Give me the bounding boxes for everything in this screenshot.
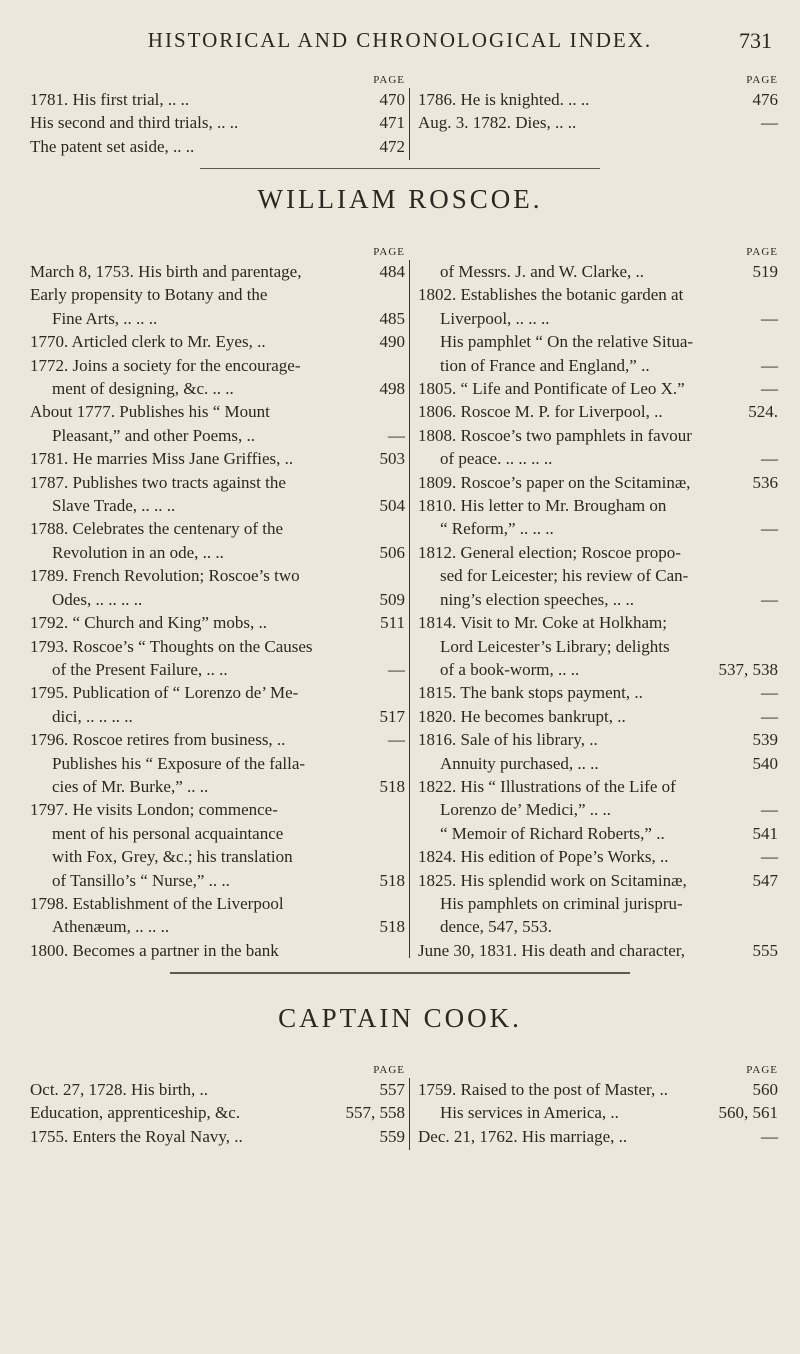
entry-page-ref: — [761,449,778,469]
entry-page-ref: 555 [752,940,778,960]
entry-text: 1795. Publication of “ Lorenzo de’ Me- [30,683,299,703]
index-entry [418,869,778,892]
entry-page-ref: 518 [379,870,405,890]
index-entry [418,517,778,540]
entry-text: His pamphlet “ On the relative Situa- [440,332,694,352]
section1-right-column [418,244,778,962]
entry-page-ref: 471 [379,113,405,133]
index-entry [418,471,778,494]
entry-text: His pamphlets on criminal jurispru- [440,893,683,913]
entry-page-ref: 541 [752,823,778,843]
index-entry [30,330,405,353]
index-entry [30,635,405,658]
entry-text: 1806. Roscoe M. P. for Liverpool, .. [418,402,663,422]
entry-page-ref: 518 [379,776,405,796]
index-entry [30,588,405,611]
page-column-label: PAGE [373,246,405,258]
entry-page-ref: 504 [379,496,405,516]
entry-text: Revolution in an ode, .. .. [52,542,224,562]
entry-text: His services in America, .. [440,1103,619,1123]
entry-text: “ Memoir of Richard Roberts,” .. [440,823,665,843]
entry-text: 1810. His letter to Mr. Brougham on [418,496,667,516]
entry-text: 1802. Establishes the botanic garden at [418,285,684,305]
entry-text: Dec. 21, 1762. His marriage, .. [418,1126,628,1146]
section2-left-column [30,1062,405,1148]
index-entry [30,681,405,704]
index-entry [30,307,405,330]
column-divider [409,88,410,160]
entry-text: 1781. His first trial, .. .. [30,90,190,109]
section-divider [170,972,630,974]
entry-text: Aug. 3. 1782. Dies, .. .. [418,113,577,133]
section0-right-column [418,72,778,135]
entry-text: sed for Leicester; his review of Can- [440,566,689,586]
running-head [0,28,800,58]
index-entry [30,798,405,821]
entry-page-ref: 519 [752,262,778,281]
index-entry [30,400,405,423]
entry-page-ref: — [388,659,405,679]
index-entry [418,1078,778,1101]
entry-text: of peace. .. .. .. .. [440,449,553,469]
index-entry [418,892,778,915]
index-entry [418,798,778,821]
entry-page-ref: 560 [752,1080,778,1099]
entry-page-ref: 517 [379,706,405,726]
index-entry [418,541,778,564]
entry-text: Education, apprenticeship, &c. [30,1103,241,1123]
entry-text: of a book-worm, .. .. [440,659,580,679]
index-entry [30,354,405,377]
entry-text: Publishes his “ Exposure of the falla- [52,753,306,773]
entry-text: Odes, .. .. .. .. [52,589,143,609]
entry-text: ment of his personal acquaintance [52,823,284,843]
entry-page-ref: — [761,706,778,726]
index-entry [418,775,778,798]
index-entry [30,494,405,517]
index-entry [418,635,778,658]
entry-text: 1792. “ Church and King” mobs, .. [30,613,268,633]
entry-page-ref: 490 [379,332,405,352]
entry-page-ref: — [761,847,778,867]
entry-text: tion of France and England,” .. [440,355,650,375]
entry-page-ref: — [761,800,778,820]
entry-text: 1788. Celebrates the centenary of the [30,519,284,539]
entry-text: 1808. Roscoe’s two pamphlets in favour [418,425,692,445]
entry-text: 1816. Sale of his library, .. [418,730,598,750]
index-entry [418,728,778,751]
index-entry [30,424,405,447]
entry-text: ment of designing, &c. .. .. [52,379,234,399]
index-entry [30,517,405,540]
entry-text: cies of Mr. Burke,” .. .. [52,776,209,796]
entry-text: The patent set aside, .. .. [30,136,195,156]
index-entry [418,681,778,704]
index-entry [418,564,778,587]
entry-text: 1759. Raised to the post of Master, .. [418,1080,669,1099]
entry-text: of the Present Failure, .. .. [52,659,228,679]
entry-text: “ Reform,” .. .. .. [440,519,554,539]
section0-left-column [30,72,405,158]
section2-right-column [418,1062,778,1148]
entry-page-ref: 503 [379,449,405,469]
entry-text: Slave Trade, .. .. .. [52,496,176,516]
entry-page-ref: 472 [379,136,405,156]
entry-text: 1812. General election; Roscoe propo- [418,542,681,562]
entry-text: Pleasant,” and other Poems, .. [52,425,256,445]
index-entry [418,588,778,611]
page-number: 731 [739,28,772,53]
entry-text: 1793. Roscoe’s “ Thoughts on the Causes [30,636,313,656]
entry-page-ref: — [388,425,405,445]
page-column-label: PAGE [373,1064,405,1076]
index-entry [30,471,405,494]
entry-page-ref: 511 [380,613,405,633]
index-entry [30,752,405,775]
index-entry [30,915,405,938]
index-entry [30,111,405,134]
index-entry [418,1101,778,1124]
entry-text: 1798. Establishment of the Liverpool [30,893,284,913]
index-entry [418,307,778,330]
entry-page-ref: 476 [752,90,778,109]
index-entry [418,658,778,681]
index-entry [418,822,778,845]
entry-page-ref: 518 [379,917,405,937]
entry-text: dence, 547, 553. [440,917,552,937]
index-entry [418,354,778,377]
entry-text: dici, .. .. .. .. [52,706,133,726]
entry-page-ref: 485 [379,308,405,328]
entry-text: His second and third trials, .. .. [30,113,239,133]
entry-text: of Tansillo’s “ Nurse,” .. .. [52,870,230,890]
entry-page-ref: 536 [752,472,778,492]
entry-text: 1789. French Revolution; Roscoe’s two [30,566,300,586]
column-divider [409,260,410,958]
entry-text: Early propensity to Botany and the [30,285,268,305]
index-entry [30,822,405,845]
entry-text: 1772. Joins a society for the encourage- [30,355,301,375]
entry-text: 1770. Articled clerk to Mr. Eyes, .. [30,332,266,352]
index-entry [30,283,405,306]
index-entry [418,494,778,517]
column-divider [409,1078,410,1150]
index-entry [418,260,778,283]
entry-page-ref: — [761,379,778,399]
index-entry [418,752,778,775]
entry-text: Lord Leicester’s Library; delights [440,636,670,656]
entry-text: 1796. Roscoe retires from business, .. [30,730,286,750]
index-entry [418,705,778,728]
entry-text: 1781. He marries Miss Jane Griffies, .. [30,449,294,469]
entry-text: 1755. Enters the Royal Navy, .. [30,1126,243,1146]
index-entry [30,541,405,564]
entry-text: Lorenzo de’ Medici,” .. .. [440,800,612,820]
entry-page-ref: 539 [752,730,778,750]
entry-page-ref: 524. [748,402,778,422]
entry-text: 1815. The bank stops payment, .. [418,683,643,703]
section-title-william-roscoe: WILLIAM ROSCOE. [257,184,543,214]
entry-page-ref: — [388,730,405,750]
index-entry [30,88,405,111]
section1-left-column [30,244,405,962]
entry-text: 1800. Becomes a partner in the bank [30,940,279,960]
entry-page-ref: 498 [379,379,405,399]
entry-text: About 1777. Publishes his “ Mount [30,402,270,422]
index-entry [30,705,405,728]
index-entry [30,377,405,400]
entry-text: Oct. 27, 1728. His birth, .. [30,1080,209,1099]
entry-text: 1805. “ Life and Pontificate of Leo X.” [418,379,685,399]
entry-page-ref: 547 [752,870,778,890]
index-title: HISTORICAL AND CHRONOLOGICAL INDEX. [147,28,653,52]
entry-page-ref: 537, 538 [718,659,778,679]
entry-text: Annuity purchased, .. .. [440,753,599,773]
index-entry [418,845,778,868]
entry-page-ref: 506 [379,542,405,562]
index-entry [30,564,405,587]
index-entry [30,447,405,470]
entry-text: 1787. Publishes two tracts against the [30,472,286,492]
entry-text: of Messrs. J. and W. Clarke, .. [440,262,644,281]
entry-text: March 8, 1753. His birth and parentage, [30,262,302,281]
entry-text: 1786. He is knighted. .. .. [418,90,590,109]
entry-text: with Fox, Grey, &c.; his translation [52,847,293,867]
entry-text: 1797. He visits London; commence- [30,800,278,820]
entry-text: 1809. Roscoe’s paper on the Scitaminæ, [418,472,691,492]
entry-page-ref: 559 [379,1126,405,1146]
entry-page-ref: 484 [379,262,405,281]
index-entry [30,869,405,892]
index-entry [30,1078,405,1101]
entry-text: Athenæum, .. .. .. [52,917,170,937]
entry-page-ref: — [761,308,778,328]
entry-text: Fine Arts, .. .. .. [52,308,158,328]
page-column-label: PAGE [746,1064,778,1076]
index-entry [418,915,778,938]
index-entry [30,1101,405,1124]
index-entry [418,939,778,962]
index-entry [418,283,778,306]
entry-page-ref: 470 [379,90,405,109]
index-entry [418,377,778,400]
index-entry [418,1125,778,1148]
page-column-label: PAGE [746,246,778,258]
entry-text: Liverpool, .. .. .. [440,308,550,328]
index-entry [30,611,405,634]
index-entry [30,845,405,868]
section-title-captain-cook: CAPTAIN COOK. [278,1003,522,1033]
entry-page-ref: — [761,589,778,609]
index-entry [30,728,405,751]
index-entry [418,611,778,634]
entry-page-ref: 509 [379,589,405,609]
page-column-label: PAGE [746,74,778,86]
entry-text: 1825. His splendid work on Scitaminæ, [418,870,687,890]
entry-text: 1822. His “ Illustrations of the Life of [418,776,676,796]
index-entry [30,658,405,681]
section-divider [200,168,600,169]
index-entry [418,400,778,423]
index-entry [30,260,405,283]
entry-page-ref: 540 [752,753,778,773]
index-entry [418,424,778,447]
entry-text: 1820. He becomes bankrupt, .. [418,706,626,726]
entry-text: 1824. His edition of Pope’s Works, .. [418,847,669,867]
index-entry [418,88,778,111]
index-entry [418,330,778,353]
entry-text: June 30, 1831. His death and character, [418,940,685,960]
index-entry [30,135,405,158]
index-entry [30,1125,405,1148]
index-entry [30,939,405,962]
entry-text: 1814. Visit to Mr. Coke at Holkham; [418,613,667,633]
entry-text: ning’s election speeches, .. .. [440,589,635,609]
entry-page-ref: 560, 561 [718,1103,778,1123]
entry-page-ref: 557, 558 [345,1103,405,1123]
entry-page-ref: — [761,113,778,133]
entry-page-ref: 557 [379,1080,405,1099]
entry-page-ref: — [761,683,778,703]
index-entry [418,447,778,470]
page-column-label: PAGE [373,74,405,86]
entry-page-ref: — [761,1126,778,1146]
entry-page-ref: — [761,519,778,539]
index-entry [30,892,405,915]
entry-page-ref: — [761,355,778,375]
index-entry [30,775,405,798]
index-entry [418,111,778,134]
